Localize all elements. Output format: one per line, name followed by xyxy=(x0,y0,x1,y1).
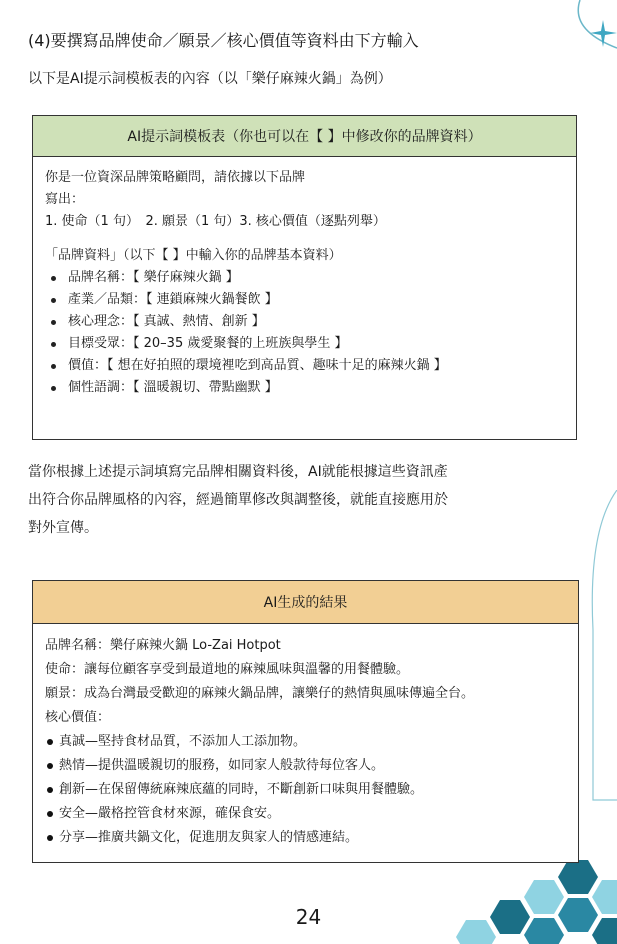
result-line: 願景：成為台灣最受歡迎的麻辣火鍋品牌，讓樂仔的熱情與風味傳遍全台。 xyxy=(45,686,475,701)
template-line: 寫出： xyxy=(45,192,85,207)
template-box-body xyxy=(33,157,576,399)
page-number: 24 xyxy=(295,905,322,929)
bullet-icon xyxy=(51,276,56,281)
result-line: 品牌名稱：樂仔麻辣火鍋 Lo-Zai Hotpot xyxy=(45,638,281,653)
intro-text: 以下是AI提示詞模板表的內容（以「樂仔麻辣火鍋」為例） xyxy=(28,71,392,87)
hexagon-decoration xyxy=(450,855,617,944)
bullet-icon xyxy=(51,364,56,369)
list-item: 產業／品類：【 連鎖麻辣火鍋餐飲 】 xyxy=(45,289,564,311)
sparkle-icon xyxy=(590,20,617,47)
list-item: 熱情—提供溫暖親切的服務，如同家人般款待每位客人。 xyxy=(45,754,566,778)
template-box-header: AI提示詞模板表（你也可以在【 】中修改你的品牌資料） xyxy=(33,116,576,157)
list-item: 目標受眾：【 20–35 歲愛聚餐的上班族與學生 】 xyxy=(45,333,564,355)
bullet-icon xyxy=(51,386,56,391)
bullet-icon xyxy=(47,739,53,745)
list-item: 價值：【 想在好拍照的環境裡吃到高品質、趣味十足的麻辣火鍋 】 xyxy=(45,355,564,377)
list-item: 核心理念：【 真誠、熱情、創新 】 xyxy=(45,311,564,333)
list-item: 真誠—堅持食材品質，不添加人工添加物。 xyxy=(45,730,566,754)
template-line: 1. 使命（1 句） 2. 願景（1 句）3. 核心價值（逐點列舉） xyxy=(45,214,386,229)
result-box-body xyxy=(33,624,578,850)
list-item: 品牌名稱：【 樂仔麻辣火鍋 】 xyxy=(45,267,564,289)
brand-data-title: 「品牌資料」（以下【 】中輸入你的品牌基本資料） xyxy=(45,248,342,263)
template-line: 你是一位資深品牌策略顧問，請依據以下品牌 xyxy=(45,170,306,185)
result-line: 核心價值： xyxy=(45,710,111,725)
bullet-icon xyxy=(51,298,56,303)
template-box xyxy=(32,115,577,440)
bullet-icon xyxy=(47,835,53,841)
list-item: 個性語調：【 溫暖親切、帶點幽默 】 xyxy=(45,377,564,399)
bullet-icon xyxy=(51,320,56,325)
bullet-icon xyxy=(47,811,53,817)
bullet-icon xyxy=(47,763,53,769)
list-item: 安全—嚴格控管食材來源，確保食安。 xyxy=(45,802,566,826)
list-item: 分享—推廣共鍋文化，促進朋友與家人的情感連結。 xyxy=(45,826,566,850)
bullet-icon xyxy=(47,787,53,793)
side-arc-decoration xyxy=(588,490,617,810)
result-line: 使命：讓每位顧客享受到最道地的麻辣風味與溫馨的用餐體驗。 xyxy=(45,662,410,677)
section-heading: (4)要撰寫品牌使命／願景／核心價值等資料由下方輸入 xyxy=(28,31,419,50)
list-item: 創新—在保留傳統麻辣底蘊的同時，不斷創新口味與用餐體驗。 xyxy=(45,778,566,802)
bullet-icon xyxy=(51,342,56,347)
result-box xyxy=(32,580,579,863)
explanation-paragraph: 當你根據上述提示詞填寫完品牌相關資料後，AI就能根據這些資訊產 出符合你品牌風格的內容，經過簡單修改與調整後，就能直接應用於 對外宣傳。 xyxy=(28,464,448,536)
result-box-header: AI生成的結果 xyxy=(33,581,578,624)
